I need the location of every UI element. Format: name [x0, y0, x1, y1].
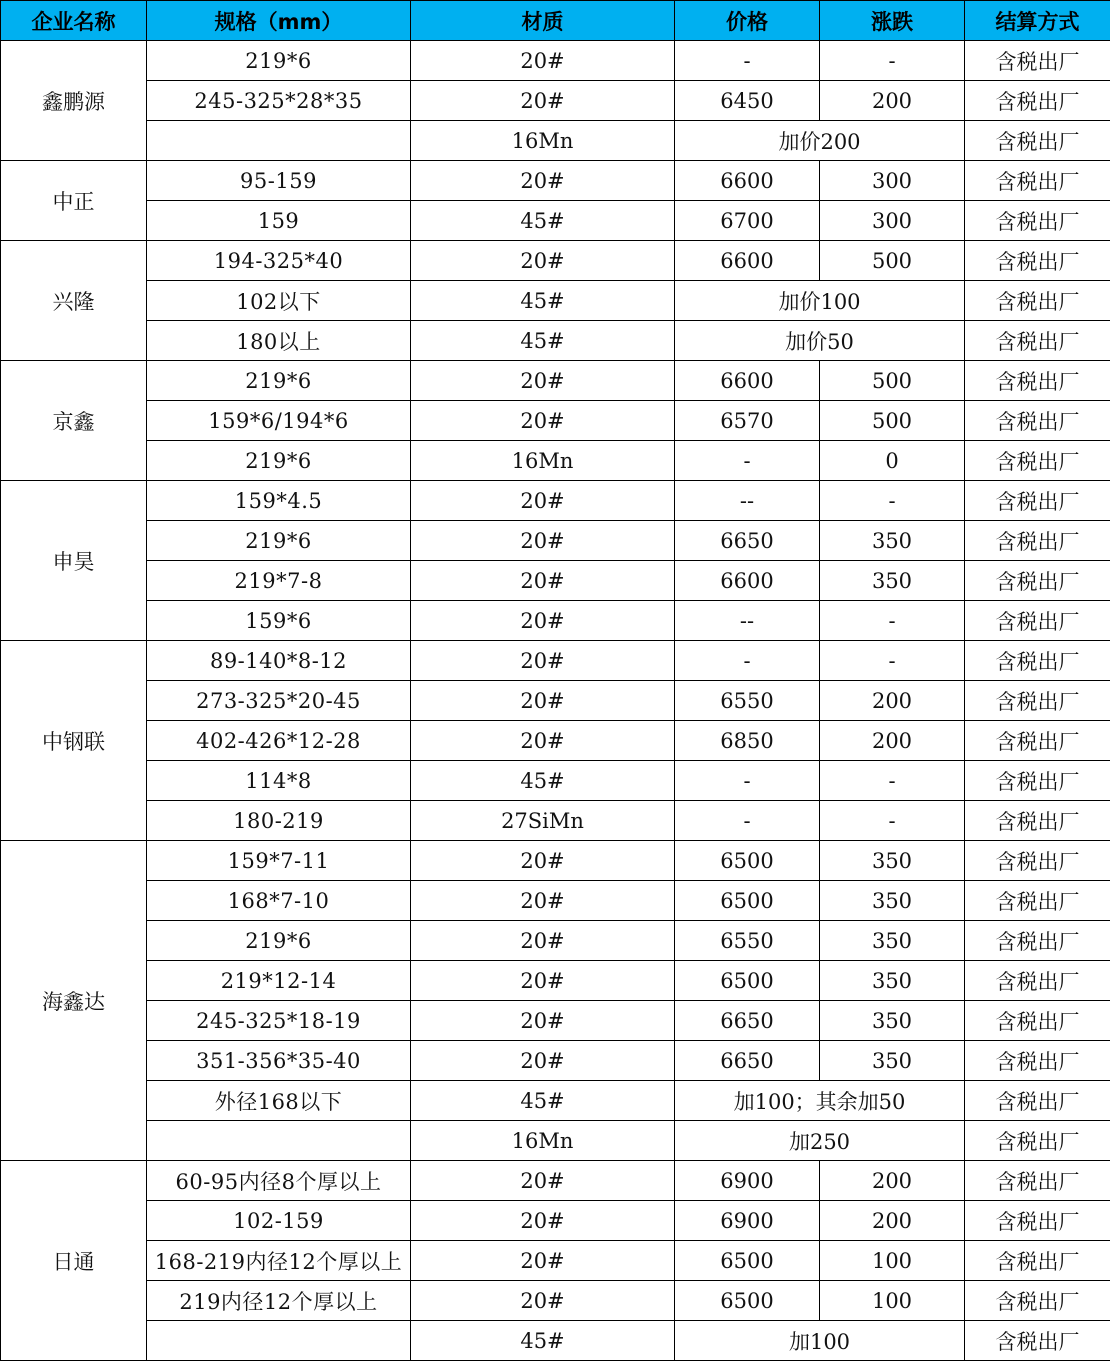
change-cell: 500	[820, 401, 965, 441]
price-cell: 6450	[675, 81, 820, 121]
settlement-cell: 含税出厂	[965, 361, 1110, 401]
spec-cell: 194-325*40	[147, 241, 411, 281]
material-cell: 45#	[411, 201, 675, 241]
table-row	[1, 81, 1110, 121]
table-row	[1, 441, 1110, 481]
spec-cell: 245-325*18-19	[147, 1001, 411, 1041]
change-cell: -	[820, 641, 965, 681]
table-row	[1, 161, 1110, 201]
price-cell: 6550	[675, 681, 820, 721]
material-cell: 20#	[411, 921, 675, 961]
price-cell: 6600	[675, 161, 820, 201]
spec-cell: 95-159	[147, 161, 411, 201]
spec-cell	[147, 121, 411, 161]
table-row	[1, 1041, 1110, 1081]
spec-cell: 89-140*8-12	[147, 641, 411, 681]
table-row	[1, 1241, 1110, 1281]
settlement-cell: 含税出厂	[965, 161, 1110, 201]
table-row	[1, 801, 1110, 841]
settlement-cell: 含税出厂	[965, 1241, 1110, 1281]
material-cell: 20#	[411, 81, 675, 121]
settlement-cell: 含税出厂	[965, 1081, 1110, 1121]
change-cell: 200	[820, 681, 965, 721]
table-row	[1, 681, 1110, 721]
change-cell: 100	[820, 1241, 965, 1281]
change-cell: 200	[820, 81, 965, 121]
price-cell: -	[675, 801, 820, 841]
table-header	[1, 1, 1110, 41]
settlement-cell: 含税出厂	[965, 281, 1110, 321]
table-row	[1, 521, 1110, 561]
spec-cell: 219*6	[147, 41, 411, 81]
change-cell: -	[820, 41, 965, 81]
price-cell: 6600	[675, 361, 820, 401]
settlement-cell: 含税出厂	[965, 81, 1110, 121]
settlement-cell: 含税出厂	[965, 721, 1110, 761]
price-note-cell: 加100；其余加50	[675, 1081, 965, 1121]
spec-cell: 180-219	[147, 801, 411, 841]
table-row	[1, 1081, 1110, 1121]
spec-cell: 168*7-10	[147, 881, 411, 921]
table-row	[1, 881, 1110, 921]
change-cell: 0	[820, 441, 965, 481]
company-name-cell: 海鑫达	[1, 841, 147, 1161]
settlement-cell: 含税出厂	[965, 1201, 1110, 1241]
price-note-cell: 加价200	[675, 121, 965, 161]
change-cell: 350	[820, 841, 965, 881]
price-cell: -	[675, 761, 820, 801]
change-cell: 500	[820, 241, 965, 281]
price-cell: 6650	[675, 521, 820, 561]
spec-cell: 114*8	[147, 761, 411, 801]
price-cell: -	[675, 41, 820, 81]
table-row	[1, 1321, 1110, 1361]
material-cell: 20#	[411, 641, 675, 681]
material-cell: 16Mn	[411, 441, 675, 481]
company-name-cell: 申昊	[1, 481, 147, 641]
material-cell: 20#	[411, 681, 675, 721]
change-cell: 300	[820, 201, 965, 241]
material-cell: 20#	[411, 401, 675, 441]
settlement-cell: 含税出厂	[965, 121, 1110, 161]
table-row	[1, 321, 1110, 361]
material-cell: 20#	[411, 961, 675, 1001]
change-cell: 350	[820, 961, 965, 1001]
settlement-cell: 含税出厂	[965, 601, 1110, 641]
table-row	[1, 961, 1110, 1001]
price-cell: 6500	[675, 1281, 820, 1321]
settlement-cell: 含税出厂	[965, 921, 1110, 961]
settlement-cell: 含税出厂	[965, 41, 1110, 81]
settlement-cell: 含税出厂	[965, 801, 1110, 841]
change-cell: -	[820, 801, 965, 841]
change-cell: 350	[820, 921, 965, 961]
spec-cell: 219*6	[147, 441, 411, 481]
price-note-cell: 加价100	[675, 281, 965, 321]
settlement-cell: 含税出厂	[965, 321, 1110, 361]
table-row	[1, 41, 1110, 81]
settlement-cell: 含税出厂	[965, 481, 1110, 521]
change-cell: 350	[820, 1001, 965, 1041]
change-cell: 350	[820, 561, 965, 601]
spec-cell: 219*12-14	[147, 961, 411, 1001]
company-name-cell: 中钢联	[1, 641, 147, 841]
settlement-cell: 含税出厂	[965, 561, 1110, 601]
header-spec: 规格（mm）	[147, 1, 411, 41]
table-row	[1, 481, 1110, 521]
header-settlement: 结算方式	[965, 1, 1110, 41]
company-name-cell: 中正	[1, 161, 147, 241]
spec-cell: 159*7-11	[147, 841, 411, 881]
table-row	[1, 1201, 1110, 1241]
spec-cell: 351-356*35-40	[147, 1041, 411, 1081]
spec-cell: 159	[147, 201, 411, 241]
price-cell: 6550	[675, 921, 820, 961]
settlement-cell: 含税出厂	[965, 441, 1110, 481]
spec-cell: 159*6/194*6	[147, 401, 411, 441]
settlement-cell: 含税出厂	[965, 1001, 1110, 1041]
price-note-cell: 加100	[675, 1321, 965, 1361]
price-cell: -	[675, 641, 820, 681]
spec-cell: 219*6	[147, 521, 411, 561]
price-cell: 6650	[675, 1001, 820, 1041]
material-cell: 45#	[411, 1321, 675, 1361]
settlement-cell: 含税出厂	[965, 681, 1110, 721]
settlement-cell: 含税出厂	[965, 761, 1110, 801]
table-row	[1, 841, 1110, 881]
settlement-cell: 含税出厂	[965, 1281, 1110, 1321]
table-row	[1, 601, 1110, 641]
price-cell: 6900	[675, 1161, 820, 1201]
change-cell: 300	[820, 161, 965, 201]
settlement-cell: 含税出厂	[965, 1121, 1110, 1161]
spec-cell: 219*6	[147, 921, 411, 961]
settlement-cell: 含税出厂	[965, 401, 1110, 441]
table-row	[1, 1001, 1110, 1041]
spec-cell: 168-219内径12个厚以上	[147, 1241, 411, 1281]
price-note-cell: 加250	[675, 1121, 965, 1161]
table-row	[1, 1161, 1110, 1201]
price-cell: 6500	[675, 841, 820, 881]
material-cell: 20#	[411, 881, 675, 921]
price-cell: 6500	[675, 961, 820, 1001]
spec-cell: 402-426*12-28	[147, 721, 411, 761]
spec-cell: 219*6	[147, 361, 411, 401]
spec-cell: 245-325*28*35	[147, 81, 411, 121]
table-row	[1, 361, 1110, 401]
table-row	[1, 1121, 1110, 1161]
price-cell: --	[675, 481, 820, 521]
company-name-cell: 鑫鹏源	[1, 41, 147, 161]
header-change: 涨跌	[820, 1, 965, 41]
price-note-cell: 加价50	[675, 321, 965, 361]
table-row	[1, 1281, 1110, 1321]
material-cell: 20#	[411, 561, 675, 601]
spec-cell: 219*7-8	[147, 561, 411, 601]
table-row	[1, 121, 1110, 161]
material-cell: 20#	[411, 1041, 675, 1081]
material-cell: 20#	[411, 721, 675, 761]
price-cell: 6500	[675, 1241, 820, 1281]
material-cell: 45#	[411, 321, 675, 361]
table-row	[1, 201, 1110, 241]
table-row	[1, 921, 1110, 961]
material-cell: 20#	[411, 1241, 675, 1281]
spec-cell: 180以上	[147, 321, 411, 361]
price-cell: 6600	[675, 561, 820, 601]
settlement-cell: 含税出厂	[965, 1041, 1110, 1081]
change-cell: -	[820, 761, 965, 801]
company-name-cell: 日通	[1, 1161, 147, 1361]
material-cell: 45#	[411, 761, 675, 801]
table-row	[1, 761, 1110, 801]
price-cell: 6900	[675, 1201, 820, 1241]
spec-cell: 102-159	[147, 1201, 411, 1241]
material-cell: 20#	[411, 161, 675, 201]
material-cell: 20#	[411, 841, 675, 881]
material-cell: 16Mn	[411, 121, 675, 161]
spec-cell: 219内径12个厚以上	[147, 1281, 411, 1321]
material-cell: 20#	[411, 361, 675, 401]
material-cell: 20#	[411, 241, 675, 281]
table-row	[1, 721, 1110, 761]
price-cell: 6700	[675, 201, 820, 241]
material-cell: 16Mn	[411, 1121, 675, 1161]
company-name-cell: 京鑫	[1, 361, 147, 481]
material-cell: 20#	[411, 601, 675, 641]
spec-cell: 273-325*20-45	[147, 681, 411, 721]
table-row	[1, 241, 1110, 281]
spec-cell	[147, 1321, 411, 1361]
header-row	[1, 1, 1110, 41]
table-row	[1, 641, 1110, 681]
change-cell: -	[820, 601, 965, 641]
header-price: 价格	[675, 1, 820, 41]
settlement-cell: 含税出厂	[965, 841, 1110, 881]
change-cell: -	[820, 481, 965, 521]
material-cell: 20#	[411, 1001, 675, 1041]
settlement-cell: 含税出厂	[965, 1161, 1110, 1201]
spec-cell: 159*6	[147, 601, 411, 641]
material-cell: 20#	[411, 481, 675, 521]
settlement-cell: 含税出厂	[965, 961, 1110, 1001]
header-company: 企业名称	[1, 1, 147, 41]
settlement-cell: 含税出厂	[965, 201, 1110, 241]
price-cell: -	[675, 441, 820, 481]
spec-cell: 102以下	[147, 281, 411, 321]
table-row	[1, 561, 1110, 601]
table-body	[1, 41, 1110, 1361]
settlement-cell: 含税出厂	[965, 1321, 1110, 1361]
material-cell: 20#	[411, 1281, 675, 1321]
material-cell: 20#	[411, 521, 675, 561]
change-cell: 200	[820, 1201, 965, 1241]
company-name-cell: 兴隆	[1, 241, 147, 361]
price-cell: 6650	[675, 1041, 820, 1081]
price-cell: 6570	[675, 401, 820, 441]
material-cell: 27SiMn	[411, 801, 675, 841]
spec-cell: 159*4.5	[147, 481, 411, 521]
spec-cell: 60-95内径8个厚以上	[147, 1161, 411, 1201]
change-cell: 350	[820, 881, 965, 921]
material-cell: 20#	[411, 41, 675, 81]
spec-cell: 外径168以下	[147, 1081, 411, 1121]
material-cell: 20#	[411, 1161, 675, 1201]
change-cell: 100	[820, 1281, 965, 1321]
price-cell: --	[675, 601, 820, 641]
settlement-cell: 含税出厂	[965, 241, 1110, 281]
header-material: 材质	[411, 1, 675, 41]
change-cell: 350	[820, 521, 965, 561]
change-cell: 500	[820, 361, 965, 401]
material-cell: 45#	[411, 1081, 675, 1121]
change-cell: 200	[820, 1161, 965, 1201]
table-row	[1, 401, 1110, 441]
settlement-cell: 含税出厂	[965, 881, 1110, 921]
price-cell: 6500	[675, 881, 820, 921]
price-cell: 6850	[675, 721, 820, 761]
material-cell: 45#	[411, 281, 675, 321]
settlement-cell: 含税出厂	[965, 641, 1110, 681]
change-cell: 200	[820, 721, 965, 761]
settlement-cell: 含税出厂	[965, 521, 1110, 561]
price-cell: 6600	[675, 241, 820, 281]
change-cell: 350	[820, 1041, 965, 1081]
spec-cell	[147, 1121, 411, 1161]
table-row	[1, 281, 1110, 321]
material-cell: 20#	[411, 1201, 675, 1241]
